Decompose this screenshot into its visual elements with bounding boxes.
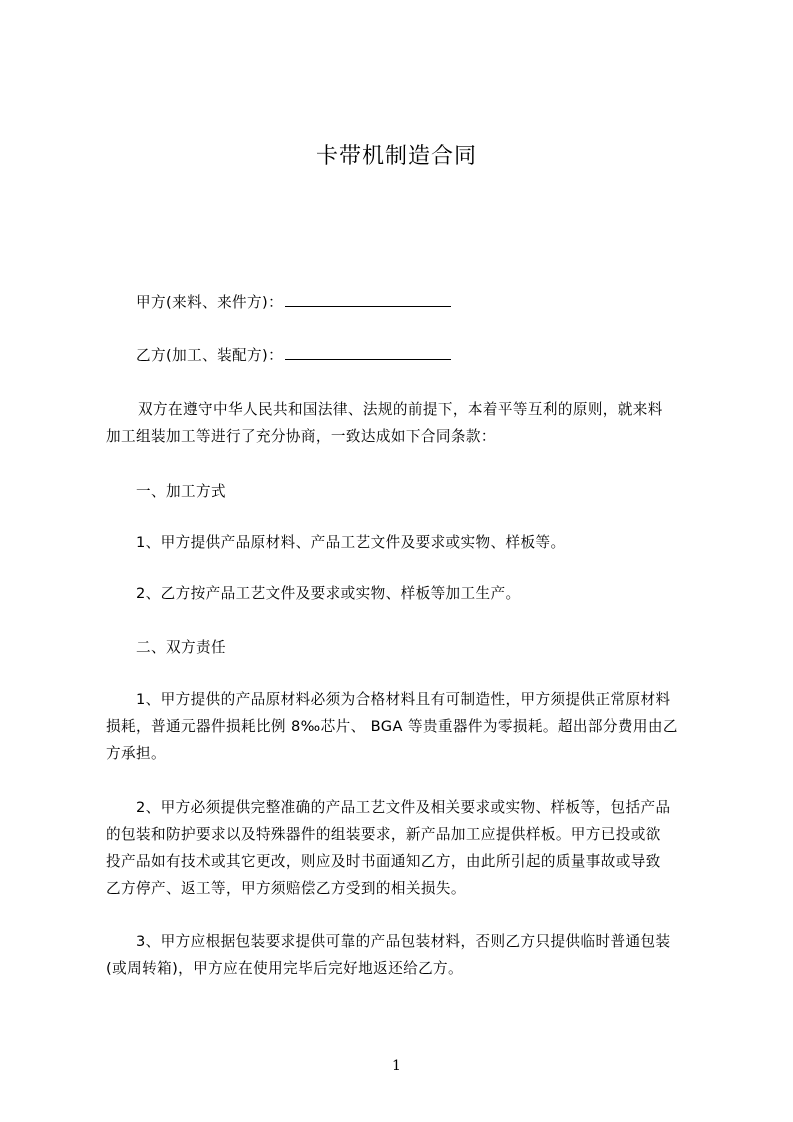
section-1-item-1: 1、甲方提供产品原材料、产品工艺文件及要求或实物、样板等。	[136, 534, 566, 551]
clause-1-line-1: 1、甲方提供的产品原材料必须为合格材料且有可制造性，甲方须提供正常原材料	[136, 691, 671, 708]
clause-2-line-4: 乙方停产、返工等，甲方须赔偿乙方受到的相关损失。	[106, 880, 466, 897]
party-a-line	[136, 292, 451, 313]
section-1-item-2: 2、乙方按产品工艺文件及要求或实物、样板等加工生产。	[136, 585, 521, 602]
clause-3-line-2: (或周转箱)，甲方应在使用完毕后完好地返还给乙方。	[106, 960, 464, 977]
clause-1-line-3: 方承担。	[106, 745, 166, 762]
party-a-label: 甲方(来料、来件方)：	[136, 294, 284, 311]
clause-1-line-2: 损耗，普通元器件损耗比例 8‰芯片、 BGA 等贵重器件为零损耗。超出部分费用由乙	[106, 718, 678, 735]
section-1-heading: 一、加工方式	[136, 483, 226, 500]
document-title: 卡带机制造合同	[315, 144, 477, 169]
clause-3-line-1: 3、甲方应根据包装要求提供可靠的产品包装材料，否则乙方只提供临时普通包装	[136, 933, 671, 950]
page-number: 1	[392, 1058, 401, 1074]
clause-2-line-1: 2、甲方必须提供完整准确的产品工艺文件及相关要求或实物、样板等，包括产品	[136, 799, 671, 816]
party-b-blank	[285, 345, 451, 360]
party-a-blank	[285, 292, 451, 307]
section-2-heading: 二、双方责任	[136, 639, 226, 656]
clause-2-line-3: 投产品如有技术或其它更改，则应及时书面通知乙方，由此所引起的质量事故或导致	[106, 853, 661, 870]
party-b-line	[136, 345, 451, 366]
intro-line-1: 双方在遵守中华人民共和国法律、法规的前提下，本着平等互利的原则，就来料	[138, 401, 663, 418]
intro-line-2: 加工组装加工等进行了充分协商，一致达成如下合同条款：	[106, 428, 496, 445]
clause-2-line-2: 的包装和防护要求以及特殊器件的组装要求，新产品加工应提供样板。甲方已投或欲	[106, 826, 661, 843]
party-b-label: 乙方(加工、装配方)：	[136, 347, 284, 364]
